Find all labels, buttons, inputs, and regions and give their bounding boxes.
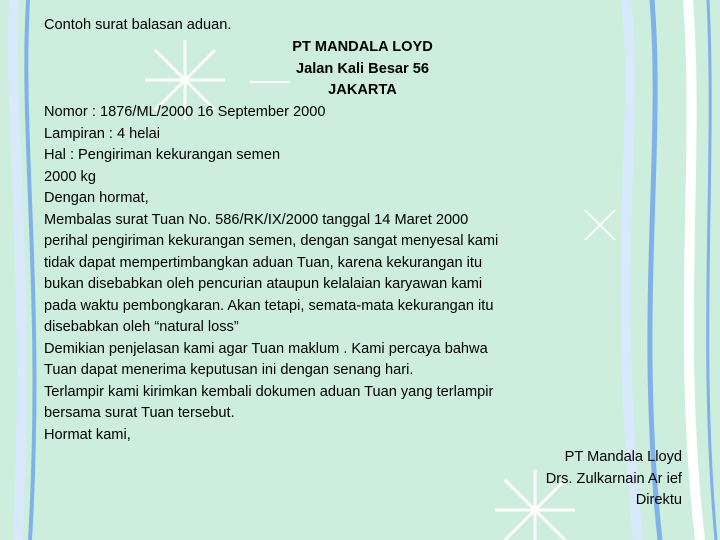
signature-name: Drs. Zulkarnain Ar ief [545,471,682,487]
body-line: Tuan dapat menerima keputusan ini dengan senang hari. [44,362,414,378]
letter-number: Nomor : 1876/ML/2000 16 September 2000 [44,104,326,120]
body-line: disebabkan oleh “natural loss” [44,319,239,335]
signature-company: PT Mandala Lloyd [564,449,682,465]
body-line: Membalas surat Tuan No. 586/RK/IX/2000 tanggal 14 Maret 2000 [44,212,469,228]
body-line: Demikian penjelasan kami agar Tuan maklum . Kami percaya bahwa [44,341,488,357]
letterhead-city: JAKARTA [328,82,397,98]
salutation: Dengan hormat, [44,190,149,206]
body-line: bersama surat Tuan tersebut. [44,405,235,421]
subject-line-continued: 2000 kg [44,169,96,185]
intro-text: Contoh surat balasan aduan. [44,17,232,33]
closing: Hormat kami, [44,427,131,443]
subject-line: Hal : Pengiriman kekurangan semen [44,147,281,163]
body-line: Terlampir kami kirimkan kembali dokumen aduan Tuan yang terlampir [44,384,494,400]
letterhead-company: PT MANDALA LOYD [292,39,433,55]
body-line: pada waktu pembongkaran. Akan tetapi, semata-mata kekurangan itu [44,298,494,314]
body-line: bukan disebabkan oleh pencurian ataupun kelalaian karyawan kami [44,276,483,292]
signature-title: Direktu [635,492,682,508]
body-line: tidak dapat mempertimbangkan aduan Tuan, karena kekurangan itu [44,255,483,271]
letterhead-street: Jalan Kali Besar 56 [295,61,430,77]
attachment-count: Lampiran : 4 helai [44,126,161,142]
body-line: perihal pengiriman kekurangan semen, dengan sangat menyesal kami [44,233,499,249]
